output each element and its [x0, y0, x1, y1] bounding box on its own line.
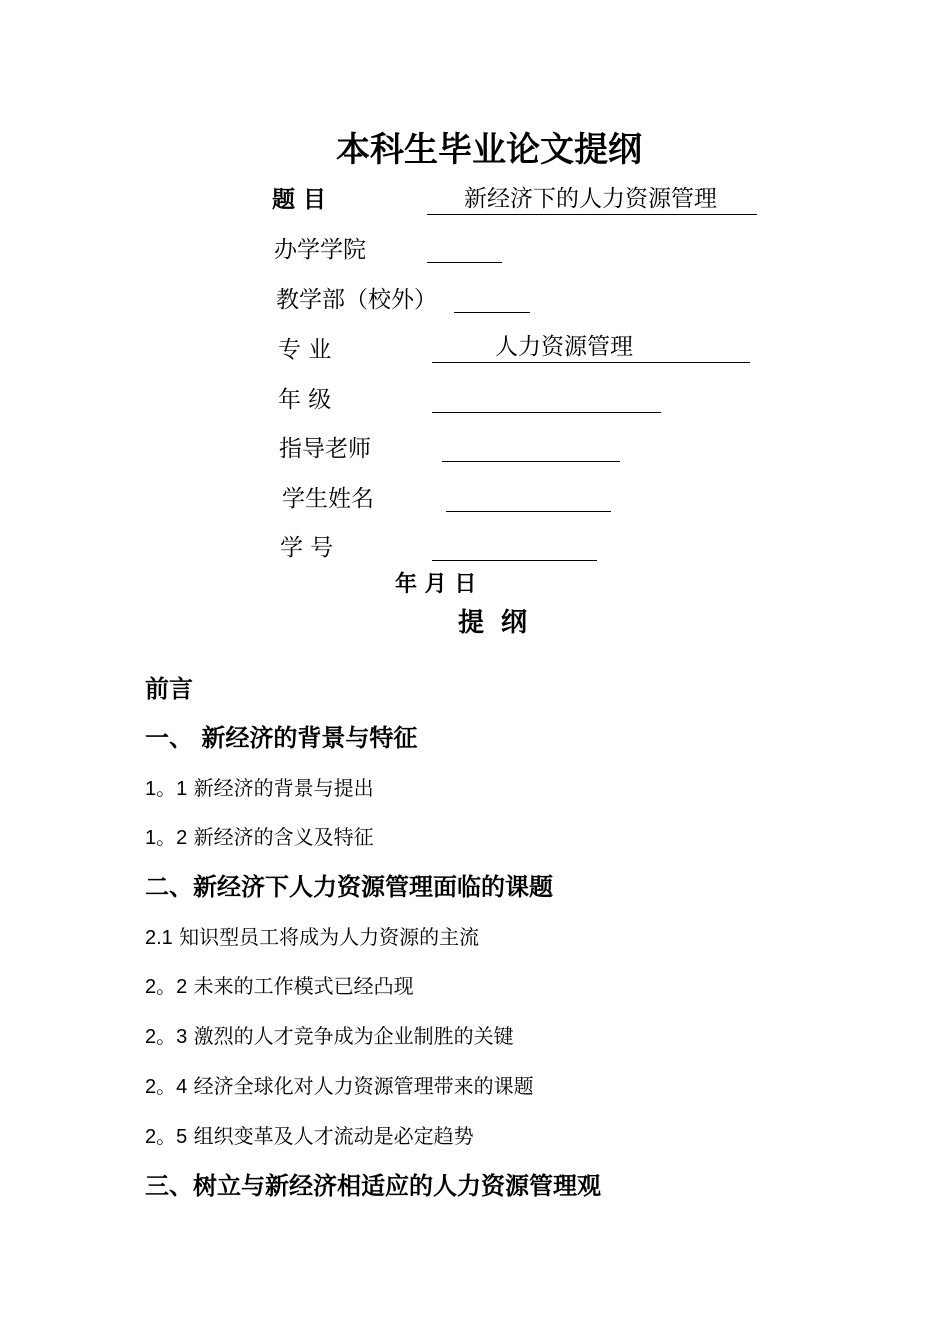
outline-item-number: 2。2 — [145, 976, 188, 998]
field-value-department — [454, 282, 530, 313]
outline-item-1-1 — [145, 773, 374, 804]
outline-title: 提 纲 — [458, 608, 532, 638]
field-value-advisor — [442, 431, 620, 462]
outline-item-number: 2。4 — [145, 1076, 188, 1098]
field-value-college — [427, 232, 502, 263]
field-label-topic: 题 目 — [272, 187, 327, 213]
field-value-major — [432, 332, 750, 363]
outline-item-text: 知识型员工将成为人力资源的主流 — [179, 925, 480, 949]
field-label-department: 教学部（校外） — [276, 287, 437, 313]
field-value-student-id — [432, 530, 597, 561]
outline-item-text: 经济全球化对人力资源管理带来的课题 — [193, 1074, 534, 1098]
field-value-topic — [427, 184, 757, 215]
field-label-major: 专 业 — [278, 337, 332, 363]
field-label-advisor: 指导老师 — [279, 436, 371, 462]
field-value-student-name — [446, 481, 611, 512]
field-value-grade — [432, 382, 661, 413]
outline-item-text: 新经济的含义及特征 — [193, 825, 374, 849]
outline-preface: 前言 — [145, 675, 193, 703]
field-value-major-text: 人力资源管理 — [495, 334, 633, 360]
outline-item-text: 新经济的背景与提出 — [193, 776, 374, 800]
outline-item-number: 2。5 — [145, 1126, 188, 1148]
outline-section-2: 二、新经济下人力资源管理面临的课题 — [145, 873, 553, 901]
field-label-student-name: 学生姓名 — [282, 486, 374, 512]
outline-item-number: 2.1 — [145, 927, 173, 949]
outline-item-2-2 — [145, 971, 414, 1002]
field-label-college: 办学学院 — [274, 237, 366, 263]
document-title: 本科生毕业论文提纲 — [336, 130, 642, 170]
field-label-student-id: 学 号 — [280, 535, 334, 561]
outline-item-2-4 — [145, 1071, 534, 1102]
outline-item-1-2 — [145, 822, 374, 853]
outline-item-text: 未来的工作模式已经凸现 — [193, 974, 414, 998]
outline-item-number: 1。1 — [145, 778, 188, 800]
outline-section-3: 三、树立与新经济相适应的人力资源管理观 — [145, 1172, 601, 1200]
outline-item-text: 激烈的人才竞争成为企业制胜的关键 — [193, 1024, 514, 1048]
outline-section-1: 一、 新经济的背景与特征 — [145, 724, 418, 752]
date-line: 年 月 日 — [395, 572, 477, 597]
field-label-grade: 年 级 — [278, 387, 332, 413]
outline-item-2-3 — [145, 1021, 514, 1052]
outline-item-number: 2。3 — [145, 1026, 188, 1048]
outline-item-number: 1。2 — [145, 827, 188, 849]
outline-item-text: 组织变革及人才流动是必定趋势 — [193, 1124, 474, 1148]
outline-item-2-5 — [145, 1121, 474, 1152]
outline-item-2-1 — [145, 922, 479, 953]
field-value-topic-text: 新经济下的人力资源管理 — [464, 186, 717, 212]
